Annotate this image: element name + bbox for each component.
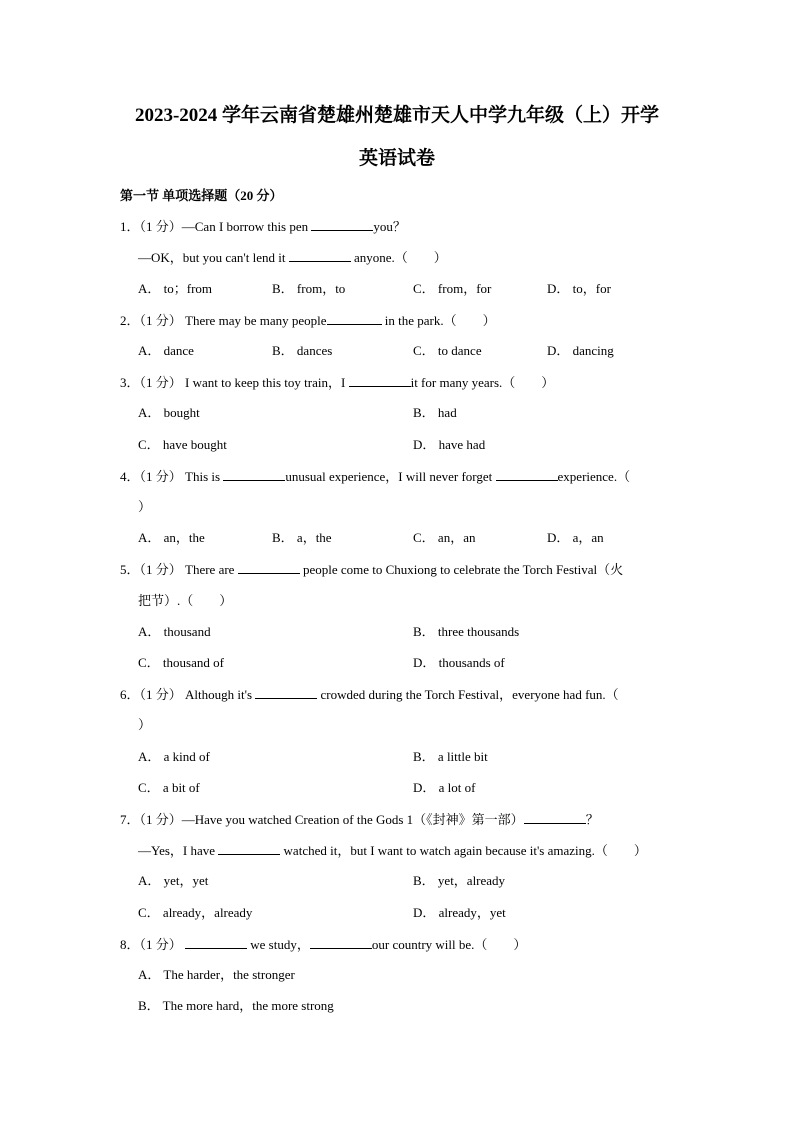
question-stem: people come to Chuxiong to celebrate the Torch Festival（火 — [299, 562, 624, 577]
option-b: B． a little bit — [413, 749, 488, 764]
option-b: B． The more hard，the more strong — [138, 998, 334, 1013]
question-number: 8．（1 分） — [120, 937, 182, 952]
question-number: 7．（1 分） — [120, 812, 182, 827]
option-a: A． thousand — [138, 624, 211, 639]
question-stem: ？ — [585, 812, 599, 827]
question-number: 1．（1 分） — [120, 219, 182, 234]
option-a: A． a kind of — [138, 749, 210, 764]
question-7-line2 — [138, 842, 647, 859]
question-number: 2．（1 分） — [120, 313, 182, 328]
option-b: B． a，the — [272, 530, 332, 545]
question-number: 4．（1 分） — [120, 469, 182, 484]
option-d: D． thousands of — [413, 655, 505, 670]
answer-blank — [289, 249, 351, 262]
option-a: A． dance — [138, 343, 194, 358]
option-c: C． already，already — [138, 905, 253, 920]
option-a: A． bought — [138, 405, 200, 420]
question-stem: anyone.（ ） — [350, 250, 447, 265]
question-5 — [120, 561, 623, 578]
option-c: C． an，an — [413, 530, 476, 545]
question-stem: it for many years.（ ） — [410, 375, 555, 390]
option-d: D． to，for — [547, 281, 611, 296]
question-1 — [120, 218, 406, 235]
answer-blank — [327, 312, 382, 325]
question-2 — [120, 312, 496, 329]
option-d: D． already，yet — [413, 905, 506, 920]
question-number: 3．（1 分） — [120, 375, 182, 390]
question-3 — [120, 374, 554, 391]
question-4-line2: ） — [138, 499, 152, 514]
question-stem: unusual experience，I will never forget — [285, 469, 496, 484]
option-d: D． a lot of — [413, 780, 476, 795]
answer-blank — [218, 842, 280, 855]
option-b: B． yet，already — [413, 873, 506, 888]
question-stem: experience.（ — [557, 469, 631, 484]
option-c: C． a bit of — [138, 780, 200, 795]
answer-blank — [310, 936, 372, 949]
question-8 — [120, 936, 526, 953]
option-b: B． from，to — [272, 281, 346, 296]
question-1-line2 — [138, 249, 447, 266]
question-stem: —Have you watched Creation of the Gods 1（《封神》第一部） — [181, 812, 524, 827]
question-4 — [120, 468, 630, 485]
answer-blank — [185, 936, 247, 949]
answer-blank — [349, 374, 411, 387]
option-d: D． have had — [413, 437, 486, 452]
question-stem: —Can I borrow this pen — [181, 219, 312, 234]
question-7 — [120, 811, 599, 828]
option-a: A． to；from — [138, 281, 213, 296]
option-a: A． yet，yet — [138, 873, 209, 888]
question-stem: we study， — [247, 937, 310, 952]
answer-blank — [223, 468, 285, 481]
question-stem: watched it，but I want to watch again because it's amazing.（ ） — [280, 843, 647, 858]
exam-title-line1: 2023-2024 学年云南省楚雄州楚雄市天人中学九年级（上）开学 — [134, 105, 660, 126]
question-number: 6．（1 分） — [120, 687, 182, 702]
question-stem: our country will be.（ ） — [371, 937, 527, 952]
section-heading: 第一节 单项选择题（20 分） — [120, 188, 283, 203]
option-a: A． an，the — [138, 530, 205, 545]
option-c: C． to dance — [413, 343, 482, 358]
question-number: 5．（1 分） — [120, 562, 182, 577]
question-stem: There are — [181, 562, 238, 577]
question-stem: —OK，but you can't lend it — [138, 250, 289, 265]
question-5-line2: 把节）.（ ） — [138, 593, 233, 608]
question-stem: This is — [181, 469, 224, 484]
option-d: D． dancing — [547, 343, 614, 358]
question-stem: —Yes，I have — [138, 843, 219, 858]
question-stem: Although it's — [181, 687, 256, 702]
option-c: C． from，for — [413, 281, 492, 296]
option-a: A． The harder，the stronger — [138, 967, 295, 982]
option-b: B． three thousands — [413, 624, 520, 639]
answer-blank — [255, 686, 317, 699]
question-stem: in the park.（ ） — [381, 313, 496, 328]
option-d: D． a，an — [547, 530, 604, 545]
answer-blank — [524, 811, 586, 824]
question-stem: you？ — [373, 219, 406, 234]
option-c: C． thousand of — [138, 655, 224, 670]
option-c: C． have bought — [138, 437, 227, 452]
answer-blank — [238, 561, 300, 574]
option-b: B． had — [413, 405, 457, 420]
question-stem: crowded during the Torch Festival，everyone had fun.（ — [317, 687, 619, 702]
exam-title-line2: 英语试卷 — [358, 148, 435, 169]
question-stem: There may be many people — [181, 313, 327, 328]
answer-blank — [496, 468, 558, 481]
question-6 — [120, 686, 619, 703]
question-6-line2: ） — [138, 717, 152, 732]
option-b: B． dances — [272, 343, 333, 358]
answer-blank — [311, 218, 373, 231]
question-stem: I want to keep this toy train，I — [181, 375, 349, 390]
